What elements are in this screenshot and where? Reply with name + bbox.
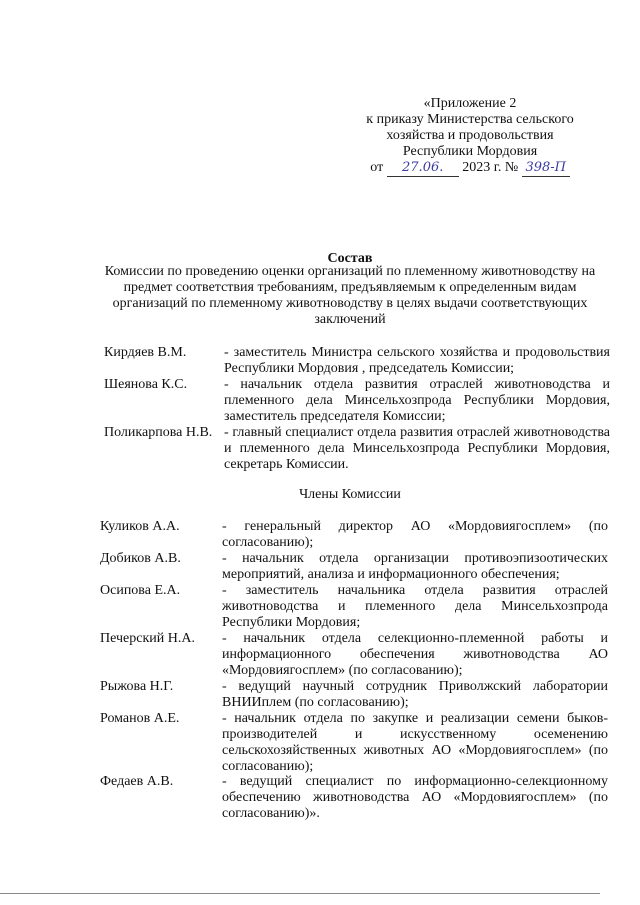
person-role: - начальник отдела селекционно-племенной работы и информационного обеспечения животноводства АО «Мордовиягосплем» (по согласованию);: [222, 631, 608, 678]
person-role: - главный специалист отдела развития отраслей животноводства и племенного дела Минсельхозпрода Республики Мордовия, секретарь Комиссии.: [224, 425, 610, 472]
appendix-block: [340, 96, 600, 177]
appendix-line-3: хозяйства и продовольствия: [386, 128, 554, 143]
person-role: - заместитель начальника отдела развития отраслей животноводства и племенного дела Минсельхозпрода Республики Мордовия;: [222, 583, 608, 630]
person-role: - начальник отдела по закупке и реализации семени быков-производителей и искусственному осеменению сельскохозяйственных животных АО «Мордовиягосплем» (по согласованию);: [222, 711, 608, 774]
handwritten-date: 27.06.: [387, 160, 459, 177]
person-role: - заместитель Министра сельского хозяйства и продовольствия Республики Мордовия , председатель Комиссии;: [224, 345, 610, 376]
appendix-line-1: «Приложение 2: [423, 96, 517, 111]
person-role: - генеральный директор АО «Мордовиягосплем» (по согласованию);: [222, 519, 608, 550]
person-name: Поликарпова Н.В.: [104, 425, 213, 440]
person-role: - ведущий специалист по информационно-селекционному обеспечению животноводства АО «Мордовиягосплем» (по согласованию)».: [222, 774, 608, 821]
appendix-line-2: к приказу Министерства сельского: [366, 112, 574, 127]
appendix-line-4: Республики Мордовия: [402, 144, 538, 159]
person-role: - начальник отдела развития отраслей животноводства и племенного дела Минсельхозпрода Республики Мордовия, заместитель председателя Комиссии;: [224, 377, 610, 424]
person-name: Романов А.Е.: [100, 711, 180, 726]
bottom-divider: [0, 893, 600, 894]
handwritten-order-number: 398-П: [522, 160, 570, 177]
person-role: - ведущий научный сотрудник Приволжский лаборатории ВНИИплем (по согласованию);: [222, 679, 608, 710]
document-title: Состав: [327, 251, 373, 266]
person-name: Осипова Е.А.: [100, 583, 181, 598]
person-role: - начальник отдела организации противоэпизоотических мероприятий, анализа и информационного обеспечения;: [222, 551, 608, 582]
year-text: 2023 г. №: [462, 160, 519, 175]
person-name: Рыжова Н.Г.: [100, 679, 174, 694]
document-subtitle: Комиссии по проведению оценки организаций по племенному животноводству на предмет соответствия требованиям, предъявляемым к определенным видам организаций по племенному животноводству в целях выдачи соответствующих заключений: [104, 264, 596, 327]
date-prefix: от: [370, 160, 384, 175]
members-title: Члены Комиссии: [299, 487, 401, 502]
person-name: Шеянова К.С.: [104, 377, 188, 392]
person-name: Добиков А.В.: [100, 551, 181, 566]
person-name: Куликов А.А.: [100, 519, 180, 534]
person-name: Печерский Н.А.: [100, 631, 195, 646]
person-name: Кирдяев В.М.: [104, 345, 187, 360]
person-name: Федаев А.В.: [100, 774, 174, 789]
order-date-line: [340, 160, 600, 177]
